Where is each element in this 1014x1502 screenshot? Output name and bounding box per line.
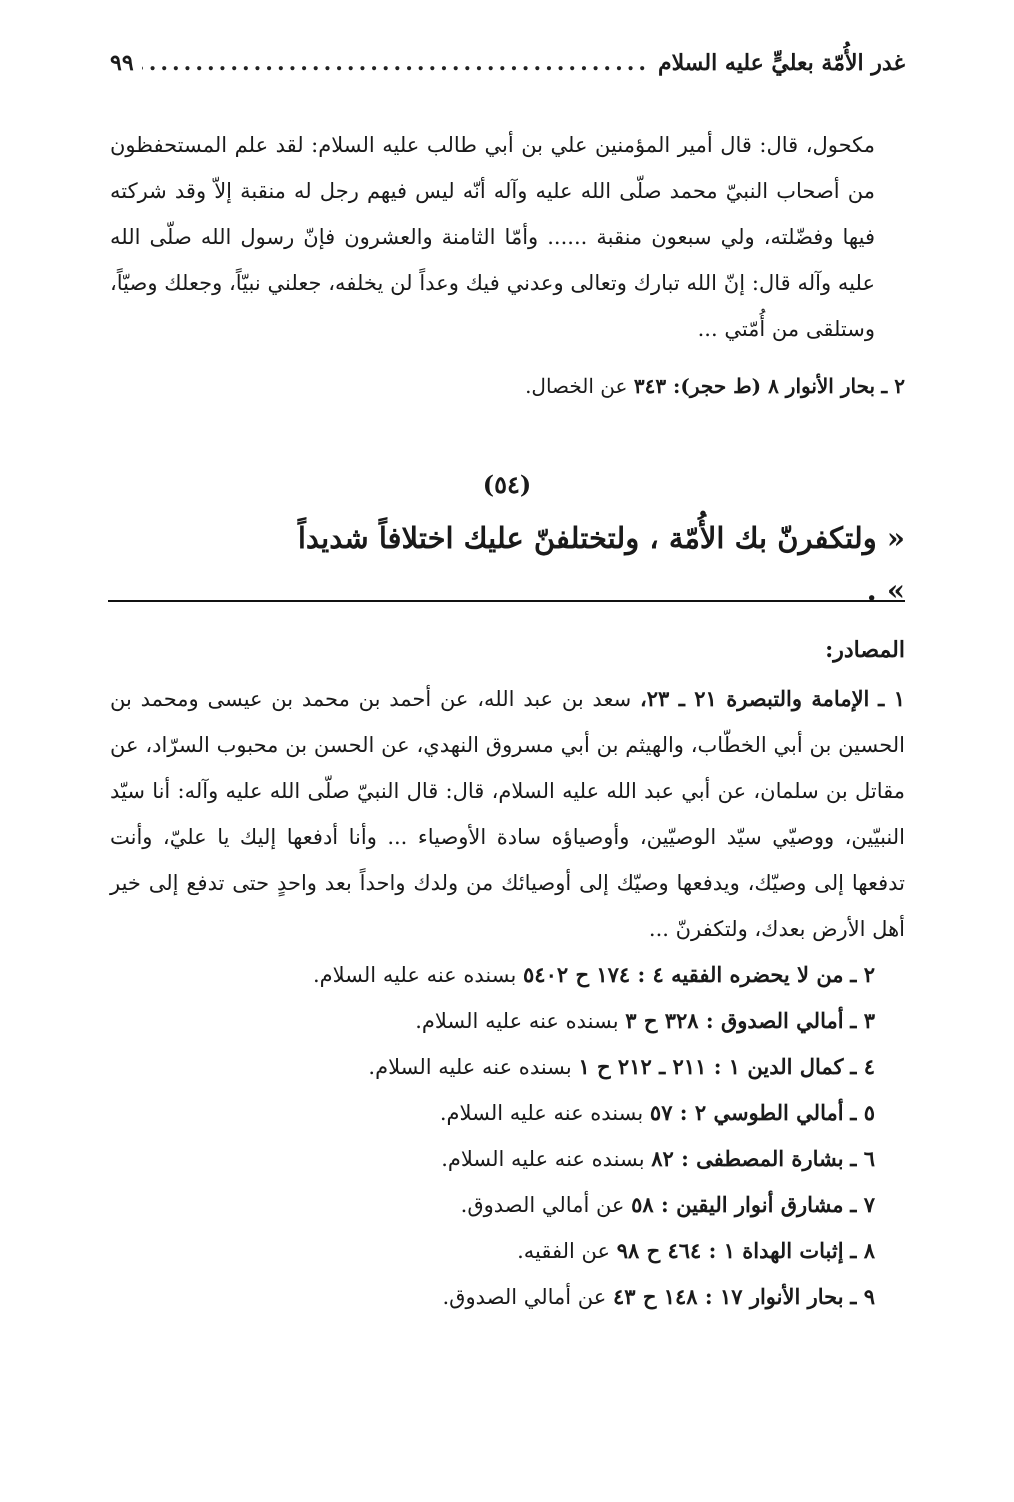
source-text: عن أمالي الصدوق. [442, 1285, 607, 1309]
source-book: بشارة المصطفى : ٨٢ [651, 1146, 844, 1171]
source-book: من لا يحضره الفقيه ٤ : ١٧٤ ح ٥٤٠٢ [523, 962, 844, 987]
page-number: ٩٩ [110, 50, 134, 76]
source-item-7 [110, 1182, 905, 1228]
source-number: ٤ ـ [850, 1054, 875, 1079]
source-number: ٥ ـ [850, 1100, 875, 1125]
source-text: بسنده عنه عليه السلام. [441, 1147, 645, 1171]
source-text: بسنده عنه عليه السلام. [312, 963, 517, 987]
source-book: أمالي الصدوق : ٣٢٨ ح ٣ [625, 1008, 844, 1033]
source-number: ٨ ـ [850, 1238, 875, 1263]
source-book: أمالي الطوسي ٢ : ٥٧ [649, 1100, 844, 1125]
source-text: عن الفقيه. [517, 1239, 611, 1263]
continuation-source-rest: عن الخصال. [525, 374, 628, 398]
source-text: بسنده عنه عليه السلام. [368, 1055, 572, 1079]
source-item-6 [110, 1136, 905, 1182]
source-number: ٣ ـ [850, 1008, 875, 1033]
source-number: ٢ ـ [850, 962, 875, 987]
hadith-title: « ولتكفرنّ بك الأُمّة ، ولتختلفنّ عليك اختلافاً شديداً » . [297, 521, 905, 607]
running-header [110, 50, 905, 90]
source-book: إثبات الهداة ١ : ٤٦٤ ح ٩٨ [616, 1238, 844, 1263]
source-number: ٩ ـ [850, 1284, 875, 1309]
sources-heading: المصادر: [825, 637, 905, 663]
source-book: الإمامة والتبصرة ٢١ ـ ٢٣، [639, 686, 870, 711]
source-number: ٦ ـ [850, 1146, 875, 1171]
source-text: بسنده عنه عليه السلام. [439, 1101, 644, 1125]
source-item-3 [110, 998, 905, 1044]
source-text: سعد بن عبد الله، عن أحمد بن محمد بن عيسى ومحمد بن الحسين بن أبي الخطّاب، والهيثم بن أبي مسروق النهدي، عن الحسن بن محبوب السرّاد، عن مقاتل بن سلمان، عن أبي عبد الله عليه السلام، قال: قال النبيّ صلّى الله عليه وآله: أنا سيّد النبيّين، ووصيّي سيّد الوصيّين، وأوصياؤه سادة الأوصياء ... وأنا أدفعها إليك يا عليّ، وأنت تدفعها إلى وصيّك، ويدفعها وصيّك إلى أوصيائك من ولدك واحداً بعد واحدٍ حتى تدفع إلى خير أهل الأرض بعدك، ولتكفرنّ ... [110, 687, 905, 941]
source-book: مشارق أنوار اليقين : ٥٨ [631, 1192, 844, 1217]
source-item-9 [110, 1274, 905, 1320]
source-number: ٧ ـ [850, 1192, 875, 1217]
source-item-1 [110, 676, 905, 952]
hadith-number: (٥٤) [482, 470, 532, 499]
source-book: كمال الدين ١ : ٢١١ ـ ٢١٢ ح ١ [578, 1054, 844, 1079]
source-item-5 [110, 1090, 905, 1136]
continuation-source [110, 368, 905, 404]
source-text: بسنده عنه عليه السلام. [415, 1009, 619, 1033]
source-book: بحار الأنوار ١٧ : ١٤٨ ح ٤٣ [612, 1284, 844, 1309]
section-divider [108, 600, 905, 602]
header-leader-dots [142, 50, 650, 76]
source-text: عن أمالي الصدوق. [460, 1193, 625, 1217]
source-item-8 [110, 1228, 905, 1274]
source-number: ١ ـ [878, 686, 905, 711]
header-title: غدر الأُمّة بعليٍّ عليه السلام [658, 50, 905, 76]
continuation-paragraph: مكحول، قال: قال أمير المؤمنين علي بن أبي طالب عليه السلام: لقد علم المستحفظون من أصحاب النبيّ محمد صلّى الله عليه وآله أنّه ليس فيهم رجل له منقبة إلاّ وقد شركته فيها وفضّلته، ولي سبعون منقبة ...... وأمّا الثامنة والعشرون فإنّ رسول الله صلّى الله عليه وآله قال: إنّ الله تبارك وتعالى وعدني فيك وعداً لن يخلفه، جعلني نبيّاً، وجعلك وصيّاً، وستلقى من أُمّتي ... [110, 133, 875, 341]
continuation-source-book: بحار الأنوار ٨ (ط حجر): ٣٤٣ [633, 374, 876, 398]
source-item-4 [110, 1044, 905, 1090]
source-item-2 [110, 952, 905, 998]
continuation-source-number: ٢ ـ [881, 374, 905, 398]
sources-list [110, 676, 905, 1320]
